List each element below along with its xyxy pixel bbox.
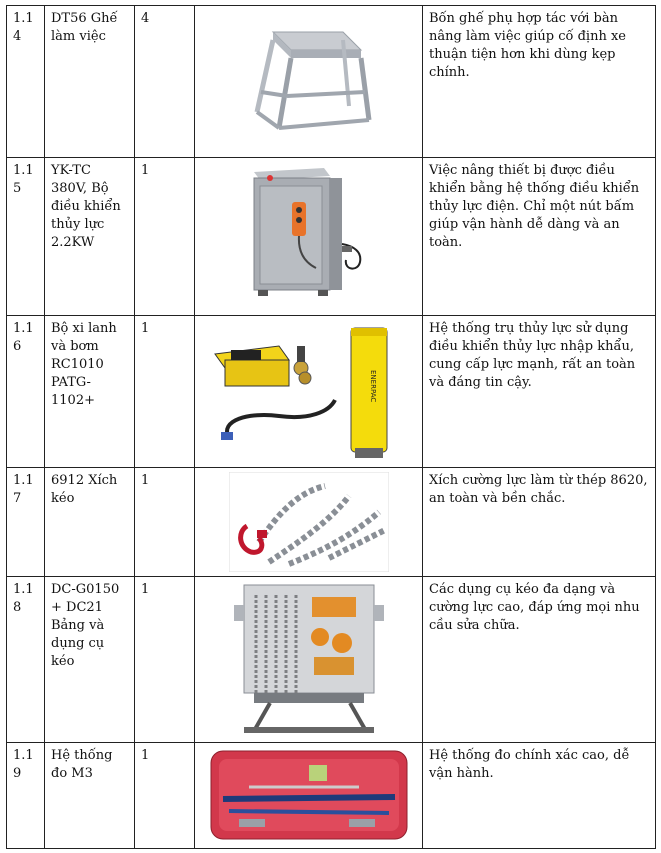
work-stand-image	[239, 10, 379, 140]
cylinder-pump-image	[209, 320, 409, 460]
item-quantity: 1	[135, 743, 195, 849]
item-number: 1.14	[7, 6, 45, 158]
item-quantity: 4	[135, 6, 195, 158]
item-number: 1.16	[7, 316, 45, 468]
measuring-system-case-image	[209, 747, 409, 843]
item-name: DC-G0150 + DC21 Bảng và dụng cụ kéo	[45, 577, 135, 743]
item-description: Xích cường lực làm từ thép 8620, an toàn và bền chắc.	[423, 468, 656, 577]
item-description: Hệ thống trụ thủy lực sử dụng điều khiển thủy lực nhập khẩu, cung cấp lực mạnh, rất an toàn và đáng tin cậy.	[423, 316, 656, 468]
tool-board-image	[234, 581, 384, 737]
table-row	[7, 468, 656, 577]
item-description: Việc nâng thiết bị được điều khiển bằng hệ thống điều khiển thủy lực điện. Chỉ một nút bấm giúp vận hành dễ dàng và an toàn.	[423, 158, 656, 316]
item-number: 1.18	[7, 577, 45, 743]
item-name: Hệ thống đo M3	[45, 743, 135, 849]
item-quantity: 1	[135, 158, 195, 316]
item-number: 1.15	[7, 158, 45, 316]
item-description: Hệ thống đo chính xác cao, dễ vận hành.	[423, 743, 656, 849]
item-number: 1.17	[7, 468, 45, 577]
svg-text:ENERPAC: ENERPAC	[368, 370, 377, 403]
equipment-table	[6, 5, 656, 849]
item-name: 6912 Xích kéo	[45, 468, 135, 577]
table-row	[7, 316, 656, 468]
item-quantity: 1	[135, 316, 195, 468]
hydraulic-control-cabinet-image	[234, 162, 384, 302]
item-description: Bốn ghế phụ hợp tác với bàn nâng làm việc giúp cố định xe thuận tiện hơn khi dùng kẹp chính.	[423, 6, 656, 158]
item-name: YK-TC 380V, Bộ điều khiển thủy lực 2.2KW	[45, 158, 135, 316]
item-quantity: 1	[135, 468, 195, 577]
item-quantity: 1	[135, 577, 195, 743]
item-number: 1.19	[7, 743, 45, 849]
table-row	[7, 158, 656, 316]
item-name: Bộ xi lanh và bơm RC1010 PATG-1102+	[45, 316, 135, 468]
pulling-chain-image	[229, 472, 389, 572]
table-row	[7, 743, 656, 849]
item-name: DT56 Ghế làm việc	[45, 6, 135, 158]
table-row	[7, 577, 656, 743]
item-description: Các dụng cụ kéo đa dạng và cường lực cao, đáp ứng mọi nhu cầu sửa chữa.	[423, 577, 656, 743]
table-row	[7, 6, 656, 158]
